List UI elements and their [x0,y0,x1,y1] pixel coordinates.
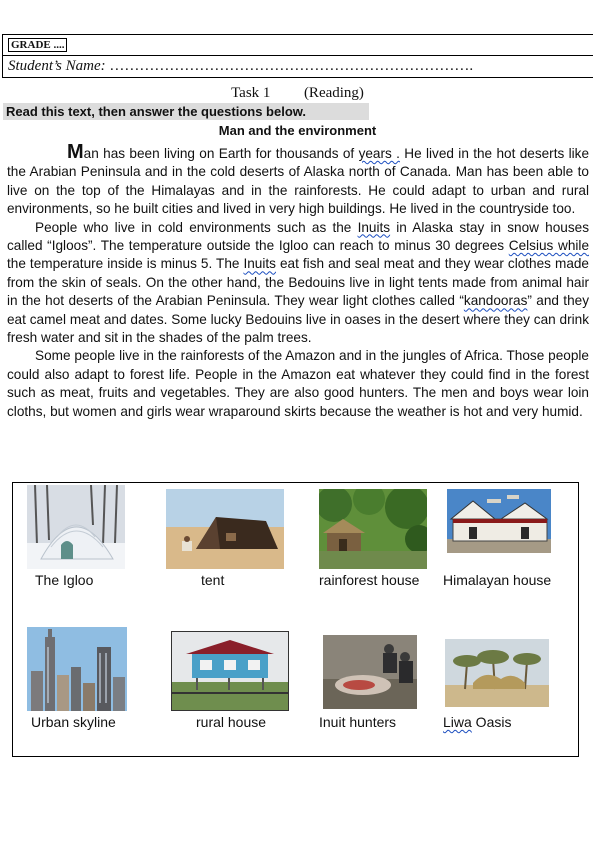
himalayan-house-photo [447,489,551,553]
caption-rural-house: rural house [196,714,267,730]
divider [3,55,593,56]
task-label: Task 1 [231,85,271,101]
igloo-photo [27,485,125,569]
caption-liwa-oasis: Liwa Oasis [443,714,512,730]
student-name-field[interactable] [8,57,473,75]
caption-himalayan-house: Himalayan house [443,572,552,588]
spelling-flag: Inuits [243,256,276,272]
passage-title: Man and the environment [218,123,377,138]
student-info-box [2,34,593,78]
caption-rainforest-house: rainforest house [319,572,420,588]
reading-passage [7,143,589,421]
spelling-flag: Celsius while [508,238,589,254]
rainforest-house-photo [319,489,427,569]
image-grid [12,482,579,757]
paragraph-3: Some people live in the rainforests of the Amazon and in the jungles of Africa. Those people could also adapt to forest life. People in the Amazon eat whatever they could find in the forest such as meat, fruits and vegetables. They are also good hunters. The men and boys wear loin cloths, but women and girls wear wraparound skirts because the weather is hot and very humid. [7,348,589,419]
spelling-flag: years . [358,146,400,161]
paragraph-1: Man has been living on Earth for thousands of years . He lived in the hot deserts like the Arabian Peninsula and in the cold deserts of Alaska north of Canada. Man has been able to live on the top of the Himalayas and in the rainforests. He could adapt to urban and rural environments, so he built cities and lived in very high buildings. He lived in the countryside too. [7,141,590,217]
tent-photo [166,489,284,569]
caption-inuit-hunters: Inuit hunters [319,714,397,730]
inuit-hunters-photo [323,635,417,709]
drop-cap: M [67,141,84,163]
spelling-flag: Liwa [443,714,472,730]
rural-house-photo [171,631,289,711]
spelling-flag: Inuits [357,219,391,235]
student-name-blank[interactable]: ………………………………………………………………. [109,58,474,74]
grade-label: GRADE .... [8,38,67,52]
task-heading [0,84,595,102]
paragraph-2: People who live in cold environments such as the Inuits in Alaska stay in snow houses called “Igloos”. The temperature outside the Igloo can reach to minus 30 degrees Celsius while the temperature inside is minus 5. The Inuits eat fish and seal meat and they wear clothes made from the skin of seals. On the other hand, the Bedouins live in light tents made from animal hair in the hot deserts of the Arabian Peninsula. They wear light clothes called “kandooras” and they eat camel meat and dates. Some lucky Bedouins live in oases in the desert where they can drink fresh water and sit in the shades of the palm trees. [7,219,589,346]
student-name-label: Student’s Name: [8,58,106,74]
task-type: (Reading) [303,85,364,101]
liwa-oasis-photo [445,639,549,707]
caption-tent: tent [201,572,225,588]
caption-igloo: The Igloo [35,572,94,588]
urban-skyline-photo [27,627,127,711]
spelling-flag: kandooras [463,293,528,309]
caption-urban-skyline: Urban skyline [31,714,116,730]
instruction: Read this text, then answer the questions below. [3,103,369,120]
